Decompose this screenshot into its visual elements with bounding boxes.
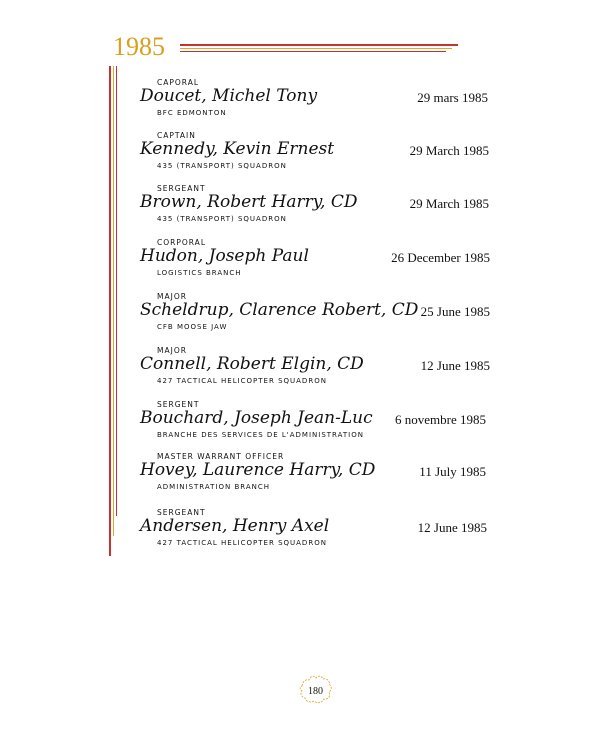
list-item [140,508,500,558]
margin-rule-red-inner [116,66,117,516]
member-name: Bouchard, Joseph Jean-Luc [140,408,373,428]
member-name: Brown, Robert Harry, CD [140,192,358,212]
unit-label: CFB MOOSE JAW [157,323,228,331]
rank-label: CAPTAIN [157,131,196,140]
rank-label: SERGEANT [157,508,206,517]
list-item [140,131,500,181]
member-name: Connell, Robert Elgin, CD [140,354,364,374]
date-label: 29 mars 1985 [417,90,488,105]
date-label: 26 December 1985 [391,250,490,265]
unit-label: 435 (TRANSPORT) SQUADRON [157,215,287,223]
margin-rule-gold [113,66,114,536]
list-item [140,346,500,396]
list-item [140,452,500,502]
rank-label: CORPORAL [157,238,206,247]
rank-label: CAPORAL [157,78,200,87]
date-label: 12 June 1985 [420,358,490,373]
rank-label: MAJOR [157,346,187,355]
list-item [140,78,500,128]
date-label: 29 March 1985 [409,196,489,211]
unit-label: 427 TACTICAL HELICOPTER SQUADRON [157,539,327,547]
rank-label: SERGEANT [157,184,206,193]
page-number: 180 [308,686,323,697]
rank-label: SERGENT [157,400,200,409]
unit-label: 435 (TRANSPORT) SQUADRON [157,162,287,170]
margin-rule-red [109,66,111,556]
date-label: 6 novembre 1985 [395,412,486,427]
date-label: 11 July 1985 [419,464,486,479]
date-label: 29 March 1985 [409,143,489,158]
list-item [140,292,500,342]
list-item [140,238,500,288]
unit-label: LOGISTICS BRANCH [157,269,242,277]
unit-label: BFC EDMONTON [157,109,227,117]
member-name: Andersen, Henry Axel [140,516,330,536]
member-name: Hovey, Laurence Harry, CD [140,460,376,480]
page-footer [296,672,336,708]
date-label: 25 June 1985 [420,304,490,319]
unit-label: ADMINISTRATION BRANCH [157,483,270,491]
unit-label: 427 TACTICAL HELICOPTER SQUADRON [157,377,327,385]
member-name: Kennedy, Kevin Ernest [140,139,335,159]
rank-label: MAJOR [157,292,187,301]
member-name: Hudon, Joseph Paul [140,246,309,266]
year-heading: 1985 [113,32,165,61]
list-item [140,184,500,234]
header-rule-red [180,44,458,46]
member-name: Doucet, Michel Tony [140,86,318,106]
rank-label: MASTER WARRANT OFFICER [157,452,285,461]
unit-label: BRANCHE DES SERVICES DE L'ADMINISTRATION [157,431,364,439]
header-rule-gold [180,48,452,49]
list-item [140,400,500,450]
member-name: Scheldrup, Clarence Robert, CD [140,300,419,320]
header-rule-red-lower [180,51,446,52]
date-label: 12 June 1985 [417,520,487,535]
